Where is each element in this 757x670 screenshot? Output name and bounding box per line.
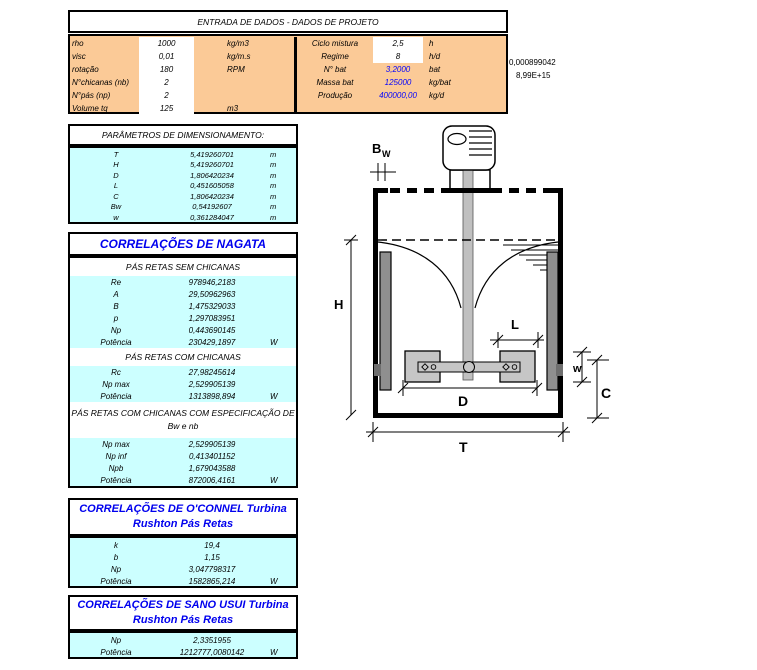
oconnel-title-box	[68, 498, 298, 536]
table-row	[70, 378, 296, 390]
calc-value[interactable]: 1,15	[204, 552, 220, 562]
dim-label-bw: B	[372, 141, 382, 156]
field-unit: kg/d	[429, 91, 445, 100]
dim-label-h: H	[334, 297, 344, 312]
parametros-title-box	[68, 124, 298, 146]
param-unit: m	[270, 160, 277, 170]
table-row	[297, 89, 506, 102]
motor-icon	[443, 126, 495, 170]
table-row	[70, 181, 296, 192]
table-row	[70, 634, 296, 646]
especificacao-header-line1: PÁS RETAS COM CHICANAS COM ESPECIFICAÇÃO DE	[71, 408, 295, 418]
oconnel-title-line1: CORRELAÇÕES DE O'CONNEL Turbina	[79, 503, 287, 515]
parametros-body	[68, 146, 298, 224]
baffle-left-mount	[374, 364, 381, 376]
calc-unit: W	[270, 391, 278, 401]
param-value[interactable]: 5,419260701	[190, 149, 234, 159]
param-label: Bw	[110, 202, 122, 212]
calc-label: Potência	[100, 391, 132, 401]
especificacao-header-line2: Bw e nb	[167, 421, 199, 431]
entrada-right-calculated	[297, 63, 506, 102]
field-label: N°chicanas (nb)	[72, 78, 129, 87]
table-row	[70, 149, 296, 160]
entrada-title: ENTRADA DE DADOS - DADOS DE PROJETO	[197, 16, 379, 27]
dim-label-bw-sub: W	[382, 149, 391, 159]
param-value[interactable]: 1,806420234	[190, 170, 234, 180]
calc-unit: W	[270, 576, 278, 586]
input-cell[interactable]: 2	[139, 89, 194, 102]
param-unit: m	[270, 149, 277, 159]
field-unit: kg/bat	[429, 78, 451, 87]
dim-label-d: D	[458, 393, 469, 409]
table-row	[70, 324, 296, 336]
entrada-right-inputs	[297, 37, 506, 63]
table-row	[70, 89, 294, 102]
param-value[interactable]: 5,419260701	[190, 160, 234, 170]
table-row	[70, 390, 296, 402]
table-row	[70, 191, 296, 202]
calc-label: A	[113, 289, 119, 299]
field-label: Massa bat	[316, 78, 354, 87]
calc-value[interactable]: 1,679043588	[188, 463, 236, 473]
table-row	[70, 646, 296, 658]
agitator-shaft	[463, 170, 473, 380]
calc-label: Np max	[102, 439, 130, 449]
calc-label: Potência	[100, 475, 132, 485]
calc-value[interactable]: 978946,2183	[188, 277, 236, 287]
calc-value[interactable]: 1313898,894	[188, 391, 236, 401]
param-unit: m	[270, 202, 277, 212]
calc-value[interactable]: 230429,1897	[188, 337, 236, 347]
table-row	[70, 551, 296, 563]
oconnel-title-line2: Rushton Pás Retas	[132, 518, 234, 530]
table-row	[70, 63, 294, 76]
table-row	[70, 160, 296, 171]
param-value[interactable]: 0,54192607	[192, 202, 232, 212]
calculated-cell[interactable]: 125000	[384, 78, 412, 87]
nagata-com-chicanas-rows	[70, 366, 296, 402]
calc-label: B	[113, 301, 119, 311]
oconnel-body	[68, 536, 298, 588]
side-calculation-values	[509, 56, 629, 82]
sano-title-line2: Rushton Pás Retas	[132, 614, 234, 626]
param-label: D	[113, 170, 119, 180]
table-row	[297, 76, 506, 89]
table-row	[70, 366, 296, 378]
table-row	[70, 202, 296, 213]
param-label: T	[113, 149, 119, 159]
calc-label: k	[114, 540, 118, 550]
entrada-right-columns	[297, 37, 506, 112]
mixing-tank-diagram	[330, 118, 640, 463]
calc-label: Npb	[108, 463, 124, 473]
table-row	[297, 63, 506, 76]
calc-value[interactable]: 1212777,0080142	[179, 647, 245, 657]
input-cell[interactable]: 2	[139, 76, 194, 89]
entrada-body	[68, 34, 508, 114]
dim-label-t: T	[459, 439, 468, 455]
nagata-title-box	[68, 232, 298, 256]
calc-value[interactable]: 1,475329033	[188, 301, 236, 311]
calc-unit: W	[270, 337, 278, 347]
input-cell[interactable]: 125	[139, 102, 194, 115]
vortex-curve-right	[475, 242, 558, 308]
table-row	[70, 563, 296, 575]
calculated-cell[interactable]: 3,2000	[385, 65, 411, 74]
dim-label-w: w	[573, 363, 582, 375]
nagata-especificacao-header	[70, 402, 296, 438]
field-label: visc	[72, 52, 86, 61]
param-label: C	[113, 191, 119, 201]
input-cell[interactable]: 0,01	[139, 50, 194, 63]
field-label: N° bat	[323, 65, 347, 74]
nagata-sem-chicanas-header: PÁS RETAS SEM CHICANAS	[70, 258, 296, 276]
dim-label-l: L	[511, 317, 519, 332]
field-unit: kg/m3	[227, 39, 249, 48]
table-row	[70, 575, 296, 587]
calculated-cell[interactable]: 400000,00	[379, 91, 417, 100]
table-row	[70, 37, 294, 50]
param-unit: m	[270, 181, 277, 191]
calc-value[interactable]: 0,413401152	[188, 451, 236, 461]
calc-value[interactable]: 19,4	[204, 540, 220, 550]
param-unit: m	[270, 170, 277, 180]
entrada-title-box	[68, 10, 508, 33]
input-cell[interactable]: 1000	[139, 37, 194, 50]
calc-label: Potência	[100, 576, 132, 586]
table-row	[70, 276, 296, 288]
nagata-especificacao-rows	[70, 438, 296, 486]
table-row	[70, 170, 296, 181]
calc-label: Rc	[111, 367, 121, 377]
calc-value[interactable]: 872006,4161	[188, 475, 236, 485]
field-label: Volume tq	[72, 104, 108, 113]
field-label: Regime	[321, 52, 349, 61]
table-row	[70, 102, 294, 115]
param-label: H	[113, 160, 119, 170]
field-label: Produção	[317, 91, 353, 100]
sano-body	[68, 631, 298, 659]
calc-label: Np	[110, 564, 122, 574]
table-row	[70, 450, 296, 462]
param-value[interactable]: 1,806420234	[190, 191, 234, 201]
calc-label: Np max	[102, 379, 130, 389]
field-unit: kg/m.s	[227, 52, 251, 61]
calc-value[interactable]: 3,047798317	[188, 564, 236, 574]
table-row	[70, 50, 294, 63]
field-label: rotação	[72, 65, 99, 74]
parametros-title: PARÂMETROS DE DIMENSIONAMENTO:	[101, 130, 265, 140]
table-row	[70, 474, 296, 486]
table-row	[70, 212, 296, 223]
entrada-left-columns	[70, 37, 294, 112]
field-unit: h	[429, 39, 434, 48]
table-row	[70, 288, 296, 300]
table-row	[70, 300, 296, 312]
calc-value[interactable]: 2,529905139	[188, 379, 236, 389]
param-unit: m	[270, 212, 277, 222]
table-row	[70, 539, 296, 551]
table-row	[70, 312, 296, 324]
nagata-com-chicanas-header: PÁS RETAS COM CHICANAS	[70, 348, 296, 366]
field-label: rho	[72, 39, 84, 48]
calc-value[interactable]: 29,50962963	[188, 289, 236, 299]
table-row	[70, 438, 296, 450]
table-row	[70, 462, 296, 474]
impeller-hub	[464, 362, 475, 373]
dim-l-lines	[490, 332, 544, 348]
side-value-1: 0,000899042	[509, 58, 556, 67]
calc-label: Potência	[100, 337, 132, 347]
field-unit: RPM	[227, 65, 245, 74]
param-value[interactable]: 0,361284047	[190, 212, 234, 222]
param-label: L	[113, 181, 119, 191]
field-unit: m3	[227, 104, 239, 113]
input-cell[interactable]: 180	[139, 63, 194, 76]
calc-label: b	[113, 552, 119, 562]
table-row	[70, 76, 294, 89]
calc-label: Potência	[100, 647, 132, 657]
field-label: Ciclo mistura	[311, 39, 359, 48]
calc-label: Re	[110, 277, 122, 287]
calc-label: Np	[110, 325, 122, 335]
table-row	[297, 50, 506, 63]
calc-value[interactable]: 1582865,214	[188, 576, 236, 586]
sano-title-line1: CORRELAÇÕES DE SANO USUI Turbina	[77, 599, 289, 611]
sano-title-box	[68, 595, 298, 631]
field-unit: bat	[429, 65, 441, 74]
calc-value[interactable]: 2,529905139	[188, 439, 236, 449]
baffle-right-mount	[556, 364, 563, 376]
table-row	[297, 37, 506, 50]
calc-unit: W	[270, 647, 278, 657]
input-cell[interactable]: 2,5	[373, 37, 423, 50]
param-label: w	[113, 212, 119, 222]
nagata-title: CORRELAÇÕES DE NAGATA	[99, 237, 267, 251]
dim-t-lines	[366, 422, 570, 442]
table-row	[70, 336, 296, 348]
dim-h-lines	[344, 235, 358, 420]
calc-value[interactable]: 1,297083951	[188, 313, 236, 323]
calc-unit: W	[270, 475, 278, 485]
baffle-left	[380, 252, 391, 390]
calc-value[interactable]: 27,98245614	[188, 367, 236, 377]
calc-label: Np	[110, 635, 122, 645]
param-unit: m	[270, 191, 277, 201]
calc-label: p	[113, 313, 119, 323]
nagata-sem-chicanas-rows	[70, 276, 296, 348]
calc-label: Np inf	[105, 451, 127, 461]
nagata-body	[68, 256, 298, 488]
side-value-2: 8,99E+15	[516, 71, 551, 80]
bw-dimension-marker	[370, 163, 396, 181]
calc-value[interactable]: 0,443690145	[188, 325, 236, 335]
field-label: N°pás (np)	[72, 91, 111, 100]
input-cell[interactable]: 8	[373, 50, 423, 63]
dim-label-c: C	[601, 385, 612, 401]
field-unit: h/d	[429, 52, 441, 61]
calc-value[interactable]: 2,3351955	[193, 635, 231, 645]
param-value[interactable]: 0,451605058	[190, 181, 234, 191]
